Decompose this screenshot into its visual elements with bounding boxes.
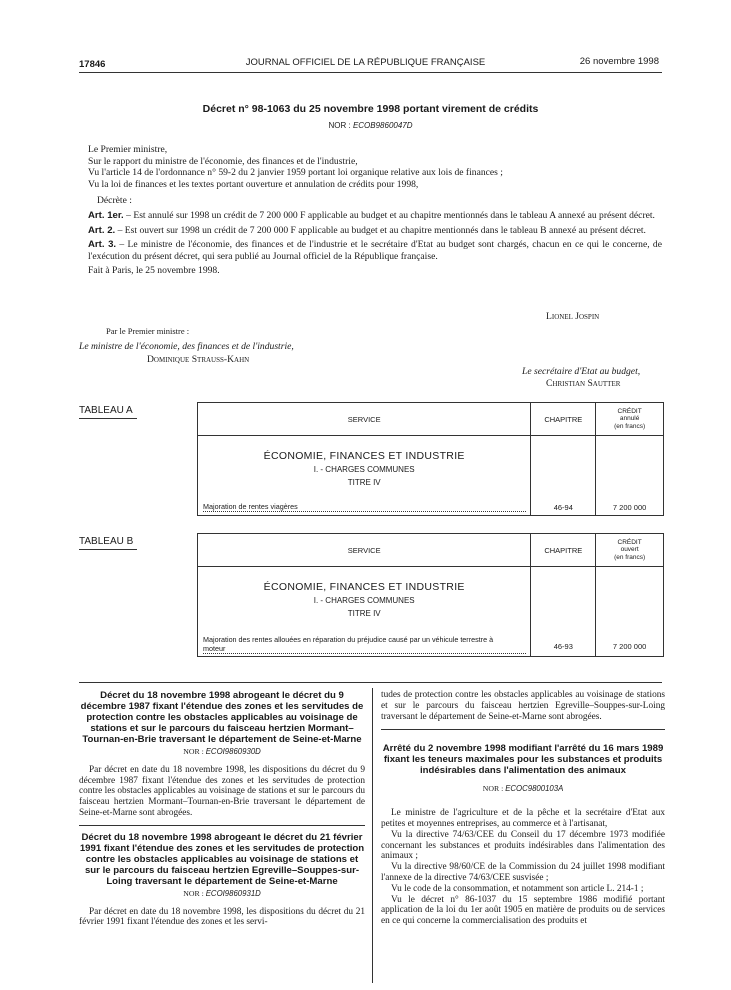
credit-header-line: (en francs) xyxy=(614,553,646,561)
decree-1-text: Par décret en date du 18 novembre 1998, les dispositions du décret du 9 décembre 1987 fixant l'étendue des zones et les servitudes de protection contre les obstacles applicables au voisinage de stations et sur le parcours du faisceau hertzien Mormant–Tournan-en-Brie traversant le département de Seine-et-Marne sont abrogées. xyxy=(79,764,365,818)
table-row xyxy=(198,436,664,516)
decrete-line: Décrète : xyxy=(97,195,132,207)
arrete-paragraph: Le ministre de l'agriculture et de la pêche et la secrétaire d'Etat aux petites et moyennes entreprises, au commerce et à l'artisanat, xyxy=(381,808,665,829)
decree-2-nor xyxy=(79,889,365,900)
column-header-chapitre: CHAPITRE xyxy=(531,534,596,567)
decree-2-text: Par décret en date du 18 novembre 1998, les dispositions du décret du 21 février 1991 fixant l'étendue des zones et les servi- xyxy=(79,906,365,928)
nor-label: NOR : xyxy=(183,888,204,898)
arrete-title: Arrêté du 2 novembre 1998 modifiant l'arrêté du 16 mars 1989 fixant les teneurs maximales pour les substances et produits indésirables dans l'alimentation des animaux xyxy=(382,743,664,777)
table-a xyxy=(197,402,664,516)
nor-label: NOR : xyxy=(183,747,204,756)
row-label xyxy=(198,502,526,512)
ministry-name: ÉCONOMIE, FINANCES ET INDUSTRIE xyxy=(263,450,465,462)
row-label-line: moteur xyxy=(203,644,526,654)
decree-body xyxy=(79,144,662,277)
credit-cell: 7 200 000 xyxy=(596,567,664,657)
decree-nor xyxy=(79,121,662,130)
section-name: I. - CHARGES COMMUNES xyxy=(313,596,415,605)
section-rule xyxy=(79,682,662,683)
row-label-text: Majoration de rentes viagères xyxy=(203,502,526,512)
done-at: Fait à Paris, le 25 novembre 1998. xyxy=(88,265,220,277)
table-a-label-rule xyxy=(79,418,137,419)
credit-cell: 7 200 000 xyxy=(596,436,664,516)
row-label-line: Majoration des rentes allouées en réparation du préjudice causé par un véhicule terrestre à xyxy=(203,635,494,644)
table-a-label: TABLEAU A xyxy=(79,405,133,416)
table-header-row xyxy=(198,534,664,567)
arrete-paragraph: Vu la directive 74/63/CEE du Conseil du 17 décembre 1973 modifiée concernant les substances et produits indésirables dans l'alimentation des animaux ; xyxy=(381,829,665,862)
article-3 xyxy=(79,239,662,262)
table-b-label: TABLEAU B xyxy=(79,536,134,547)
article-label: Art. 1er. xyxy=(88,209,124,221)
separator-rule xyxy=(79,825,365,826)
article-text: – Est annulé sur 1998 un crédit de 7 200 000 F applicable au budget et au chapitre mentionnés dans le tableau A annexé au présent décret. xyxy=(123,209,655,221)
column-divider xyxy=(372,688,373,983)
article-text: – Le ministre de l'économie, des finances et de l'industrie et le secrétaire d'Etat au budget sont chargés, chacun en ce qui le concerne, de l'exécution du présent décret, qui sera publié au Journal officiel de la République française. xyxy=(88,239,662,262)
table-header-row xyxy=(198,403,664,436)
decree-1-title: Décret du 18 novembre 1998 abrogeant le décret du 9 décembre 1987 fixant l'étendue des zones et les servitudes de protection contre les obstacles applicables au voisinage de stations et sur le parcours du faisceau hertzien Mormant–Tournan-en-Brie traversant le département de Seine-et-Marne xyxy=(80,690,364,745)
signatory: Lionel Jospin xyxy=(546,311,600,322)
table-b-label-rule xyxy=(79,549,137,550)
column-header-service: SERVICE xyxy=(198,403,531,436)
column-header-credit xyxy=(596,403,664,436)
titre-name: TITRE IV xyxy=(347,478,381,487)
article-label: Art. 3. xyxy=(88,239,117,251)
service-cell xyxy=(198,436,531,516)
titre-name: TITRE IV xyxy=(347,609,381,618)
header-rule xyxy=(79,72,662,73)
separator-rule xyxy=(381,729,665,730)
table-b xyxy=(197,533,664,657)
secretary-title: Le secrétaire d'Etat au budget, xyxy=(522,366,641,377)
decree-2-title: Décret du 18 novembre 1998 abrogeant le décret du 21 février 1991 fixant l'étendue des zones et les servitudes de protection contre les obstacles applicables au voisinage de stations et sur le parcours du faisceau hertzien Egreville–Souppes-sur-Loing traversant le département de Seine-et-Marne xyxy=(79,831,365,887)
column-header-service: SERVICE xyxy=(198,534,531,567)
nor-label: NOR : xyxy=(328,121,351,130)
credit-header-line: CRÉDIT xyxy=(617,407,642,415)
credit-header-line: annulé xyxy=(619,415,640,423)
decree-title: Décret n° 98-1063 du 25 novembre 1998 portant virement de crédits xyxy=(202,103,539,115)
nor-code: ECOI9860931D xyxy=(205,888,261,898)
minister-title: Le ministre de l'économie, des finances et de l'industrie, xyxy=(79,341,294,352)
left-column xyxy=(79,690,365,928)
ministry-name: ÉCONOMIE, FINANCES ET INDUSTRIE xyxy=(263,581,465,593)
nor-code: ECOI9860930D xyxy=(205,747,261,756)
preamble-line: Vu la loi de finances et les textes portant ouverture et annulation de crédits pour 1998, xyxy=(88,178,419,190)
row-label xyxy=(198,635,526,654)
nor-code: ECOC9800103A xyxy=(505,784,564,794)
decree-1-nor xyxy=(79,747,365,758)
continuation-text: tudes de protection contre les obstacles applicables au voisinage de stations et sur le parcours du faisceau hertzien Egreville–Souppes-sur-Loing traversant le département de Seine-et-Marne sont abrogées. xyxy=(381,690,665,722)
arrete-nor xyxy=(381,784,665,795)
minister-name: Dominique Strauss-Kahn xyxy=(147,354,250,365)
journal-title: JOURNAL OFFICIEL DE LA RÉPUBLIQUE FRANÇAISE xyxy=(245,57,486,68)
column-header-chapitre: CHAPITRE xyxy=(531,403,596,436)
preamble-line: Sur le rapport du ministre de l'économie, des finances et de l'industrie, xyxy=(88,155,358,167)
article-label: Art. 2. xyxy=(88,224,116,236)
arrete-paragraph: Vu la directive 98/60/CE de la Commission du 24 juillet 1998 modifiant l'annexe de la directive 74/63/CEE susvisée ; xyxy=(381,862,665,883)
article-text: – Est ouvert sur 1998 un crédit de 7 200 000 F applicable au budget et au chapitre mentionnés dans le tableau B annexé au présent décret. xyxy=(115,224,646,236)
issue-date: 26 novembre 1998 xyxy=(579,56,659,67)
service-cell xyxy=(198,567,531,657)
article-1 xyxy=(79,210,662,222)
arrete-paragraph: Vu le code de la consommation, et notamment son article L. 214-1 ; xyxy=(391,883,644,894)
preamble-line: Vu l'article 14 de l'ordonnance n° 59-2 du 2 janvier 1959 portant loi organique relative aux lois de finances ; xyxy=(88,167,503,179)
chapitre-cell: 46-94 xyxy=(531,436,596,516)
table-row xyxy=(198,567,664,657)
article-2 xyxy=(79,225,662,237)
secretary-name: Christian Sautter xyxy=(546,378,621,389)
column-header-credit xyxy=(596,534,664,567)
page-number: 17846 xyxy=(79,59,106,70)
page-header xyxy=(0,54,731,70)
arrete-paragraph: Vu le décret n° 86-1037 du 15 septembre 1986 modifié portant application de la loi du 1er août 1905 en matière de produits ou de services en ce qui concerne la commercialisation des produits et xyxy=(381,894,665,927)
credit-header-line: ouvert xyxy=(620,546,639,554)
nor-code: ECOB9860047D xyxy=(352,121,413,130)
credit-header-line: CRÉDIT xyxy=(617,538,642,546)
nor-label: NOR : xyxy=(482,784,504,794)
chapitre-cell: 46-93 xyxy=(531,567,596,657)
right-column xyxy=(381,690,665,927)
by-prime-minister: Par le Premier ministre : xyxy=(106,326,190,336)
section-name: I. - CHARGES COMMUNES xyxy=(313,465,415,474)
credit-header-line: (en francs) xyxy=(614,422,646,430)
preamble-line: Le Premier ministre, xyxy=(88,144,168,155)
